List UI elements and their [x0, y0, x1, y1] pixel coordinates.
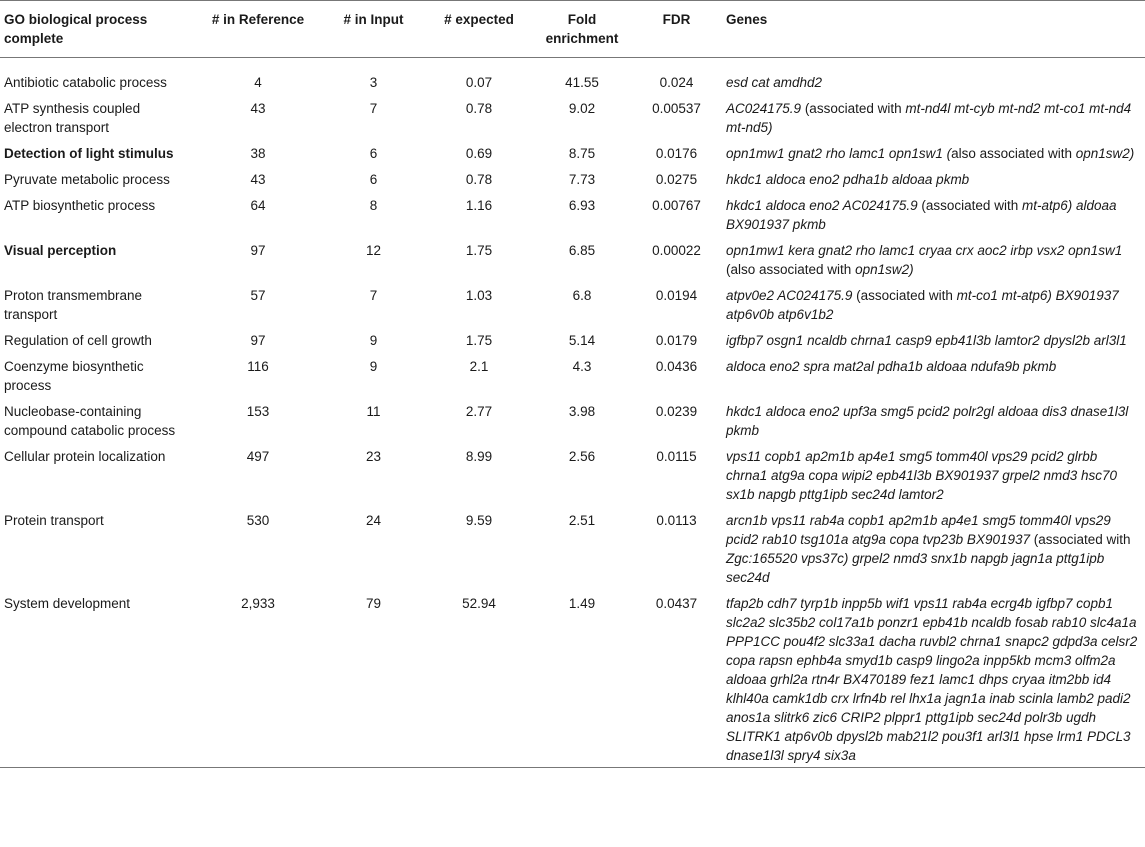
gene-list-segment: igfbp7 osgn1 ncaldb chrna1 casp9 epb41l3b lamtor2 dpysl2b arl3l1 — [726, 333, 1127, 348]
cell-expected: 2.1 — [469, 359, 489, 374]
cell-process: Regulation of cell growth — [4, 333, 152, 348]
gene-list-segment: arcn1b vps11 rab4a copb1 ap2m1b ap4e1 smg5 tomm40l vps29 pcid2 rab10 tsg101a atg9a copa tvp23b BX901937 — [726, 513, 1111, 547]
cell-fdr: 0.00767 — [652, 198, 701, 213]
table-row — [0, 165, 1145, 191]
cell-input: 8 — [369, 198, 378, 213]
cell-genes — [723, 58, 1145, 95]
table-row — [0, 326, 1145, 352]
cell-expected: 1.75 — [465, 333, 493, 348]
cell-fdr: 0.0194 — [655, 288, 698, 303]
cell-fold-enrichment: 6.8 — [572, 288, 592, 303]
cell-fold-enrichment: 8.75 — [568, 146, 596, 161]
cell-reference: 153 — [246, 404, 270, 419]
cell-process: Pyruvate metabolic process — [4, 172, 170, 187]
cell-reference: 43 — [250, 172, 266, 187]
gene-list-segment: mt-atp6) aldoaa BX901937 pkmb — [726, 198, 1117, 232]
cell-input: 9 — [369, 359, 378, 374]
cell-genes — [723, 165, 1145, 191]
gene-note-segment: (also associated with — [726, 262, 856, 277]
cell-process: Visual perception — [4, 243, 117, 258]
cell-reference: 497 — [246, 449, 270, 464]
table-row — [0, 58, 1145, 95]
cell-genes — [723, 326, 1145, 352]
table-row — [0, 397, 1145, 442]
cell-expected: 8.99 — [465, 449, 493, 464]
cell-fdr: 0.0239 — [655, 404, 698, 419]
cell-expected: 52.94 — [424, 589, 534, 768]
table-row — [0, 442, 1145, 506]
cell-process: Cellular protein localization — [4, 449, 166, 464]
cell-input: 7 — [369, 288, 378, 303]
cell-fdr: 0.0115 — [656, 449, 697, 464]
cell-genes — [723, 352, 1145, 397]
cell-genes — [723, 139, 1145, 165]
gene-list-segment: hkdc1 aldoca eno2 pdha1b aldoaa pkmb — [726, 172, 970, 187]
cell-reference: 64 — [250, 198, 266, 213]
table-header — [0, 1, 1145, 58]
cell-reference: 530 — [246, 513, 270, 528]
table-row — [0, 506, 1145, 589]
gene-note-segment: (associated with — [801, 101, 906, 116]
cell-process: Protein transport — [4, 513, 104, 528]
cell-process: System development — [0, 589, 193, 768]
header-fdr: FDR — [630, 1, 723, 58]
cell-input: 6 — [369, 172, 378, 187]
cell-reference: 57 — [250, 288, 266, 303]
cell-process: Detection of light stimulus — [4, 146, 174, 161]
gene-list-segment: opn1sw2) — [1075, 146, 1135, 161]
cell-reference: 97 — [250, 243, 266, 258]
gene-list-segment: opn1mw1 gnat2 rho lamc1 opn1sw1 ( — [726, 146, 952, 161]
cell-process: ATP biosynthetic process — [4, 198, 156, 213]
cell-input: 9 — [369, 333, 378, 348]
gene-note-segment: (associated with — [1030, 532, 1131, 547]
cell-input: 79 — [323, 589, 424, 768]
cell-fold-enrichment: 7.73 — [568, 172, 596, 187]
cell-fdr: 0.0179 — [655, 333, 698, 348]
cell-fdr: 0.00537 — [652, 101, 701, 116]
cell-fold-enrichment: 3.98 — [568, 404, 596, 419]
cell-fold-enrichment: 2.56 — [568, 449, 596, 464]
cell-fold-enrichment: 1.49 — [534, 589, 630, 768]
cell-reference: 43 — [250, 101, 266, 116]
cell-expected: 0.07 — [465, 75, 493, 90]
gene-note-segment: also associated with — [951, 146, 1076, 161]
gene-list-segment: opn1mw1 kera gnat2 rho lamc1 cryaa crx aoc2 irbp vsx2 opn1sw1 — [726, 243, 1123, 258]
cell-input: 7 — [369, 101, 378, 116]
cell-expected: 0.69 — [465, 146, 493, 161]
table-row — [0, 191, 1145, 236]
cell-process: Proton transmembrane transport — [4, 288, 143, 322]
cell-fold-enrichment: 9.02 — [568, 101, 596, 116]
cell-fold-enrichment: 6.85 — [568, 243, 596, 258]
cell-genes — [723, 442, 1145, 506]
table-row — [0, 94, 1145, 139]
table-row — [0, 139, 1145, 165]
cell-process: Antibiotic catabolic process — [4, 75, 167, 90]
cell-reference: 116 — [247, 359, 269, 374]
cell-expected: 1.75 — [465, 243, 493, 258]
cell-genes — [723, 397, 1145, 442]
table-row — [0, 589, 1145, 768]
header-genes: Genes — [723, 1, 1145, 58]
cell-reference: 97 — [250, 333, 266, 348]
cell-fdr: 0.0436 — [655, 359, 698, 374]
cell-expected: 1.16 — [465, 198, 493, 213]
cell-fdr: 0.0437 — [630, 589, 723, 768]
cell-input: 3 — [369, 75, 378, 90]
gene-list-segment: opn1sw2) — [855, 262, 914, 277]
cell-fdr: 0.024 — [659, 75, 694, 90]
table-row — [0, 281, 1145, 326]
cell-input: 12 — [365, 243, 382, 258]
cell-process: Coenzyme biosynthetic process — [4, 359, 144, 393]
cell-expected: 0.78 — [465, 172, 493, 187]
table-body — [0, 58, 1145, 768]
cell-expected: 0.78 — [465, 101, 493, 116]
gene-list-segment: tfap2b cdh7 tyrp1b inpp5b wif1 vps11 rab4a ecrg4b igfbp7 copb1 slc2a2 slc35b2 col17a1b ponzr1 epb41b ncaldb fosab rab10 slc4a1a PPP1CC pou4f2 slc33a1 dacha ruvbl2 chrna1 snapc2 gdpd3a celsr2 copa rapsn ephb4a smyd1b casp9 lingo2a inpp5kb mcm3 olfm2a aldoaa grhl2a rtn4r BX470189 fez1 lamc1 dhps cryaa itm2bb id4 klhl40a camk1db crx lrfn4b rel lhx1a jagn1a inab scinla lamb2 padi2 anos1a slitrk6 zic6 CRIP2 plppr1 pttg1ipb sec24d polr3b ugdh SLITRK1 atp6v0b dpysl2b mab21l2 pou3f1 arl3l1 hpse lrm1 PDCL3 dnase1l3l spry4 six3a — [726, 596, 1138, 763]
header-expected: # expected — [424, 1, 534, 58]
header-reference: # in Reference — [193, 1, 323, 58]
gene-list-segment: hkdc1 aldoca eno2 upf3a smg5 pcid2 polr2gl aldoaa dis3 dnase1l3l pkmb — [726, 404, 1129, 438]
cell-expected: 2.77 — [465, 404, 493, 419]
cell-genes — [723, 281, 1145, 326]
cell-genes — [723, 589, 1145, 768]
header-process: GO biological process complete — [0, 1, 193, 58]
header-fold-enrichment: Fold enrichment — [534, 1, 630, 58]
cell-reference: 4 — [254, 75, 262, 90]
cell-fdr: 0.0113 — [656, 513, 697, 528]
cell-process: ATP synthesis coupled electron transport — [4, 101, 141, 135]
cell-process: Nucleobase-containing compound catabolic process — [4, 404, 176, 438]
cell-input: 23 — [365, 449, 382, 464]
gene-list-segment: hkdc1 aldoca eno2 AC024175.9 — [726, 198, 918, 213]
cell-input: 11 — [366, 404, 381, 419]
cell-fold-enrichment: 41.55 — [565, 75, 599, 90]
cell-reference: 38 — [250, 146, 266, 161]
gene-list-segment: vps11 copb1 ap2m1b ap4e1 smg5 tomm40l vps29 pcid2 glrbb chrna1 atg9a copa wipi2 epb41l3b BX901937 grpel2 nmd3 hsc70 sx1b napgb pttg1ipb sec24d lamtor2 — [726, 449, 1118, 502]
table-row — [0, 236, 1145, 281]
gene-list-segment: mt-co1 mt-atp6) BX901937 atp6v0b atp6v1b2 — [726, 288, 1119, 322]
cell-reference: 2,933 — [193, 589, 323, 768]
gene-list-segment: AC024175.9 — [726, 101, 802, 116]
cell-genes — [723, 506, 1145, 589]
cell-input: 24 — [365, 513, 382, 528]
cell-fold-enrichment: 2.51 — [568, 513, 596, 528]
cell-genes — [723, 94, 1145, 139]
cell-genes — [723, 191, 1145, 236]
cell-fold-enrichment: 6.93 — [568, 198, 596, 213]
cell-fdr: 0.0275 — [655, 172, 698, 187]
gene-list-segment: mt-nd4l mt-cyb mt-nd2 mt-co1 mt-nd4 mt-nd5) — [726, 101, 1132, 135]
gene-list-segment: esd cat amdhd2 — [726, 75, 823, 90]
cell-fdr: 0.00022 — [652, 243, 701, 258]
cell-fdr: 0.0176 — [655, 146, 698, 161]
cell-expected: 9.59 — [465, 513, 493, 528]
cell-fold-enrichment: 5.14 — [568, 333, 596, 348]
table-row — [0, 352, 1145, 397]
gene-list-segment: Zgc:165520 vps37c) grpel2 nmd3 snx1b napgb jagn1a pttg1ipb sec24d — [726, 551, 1105, 585]
header-input: # in Input — [323, 1, 424, 58]
gene-list-segment: aldoca eno2 spra mat2al pdha1b aldoaa ndufa9b pkmb — [726, 359, 1057, 374]
gene-list-segment: atpv0e2 AC024175.9 — [726, 288, 853, 303]
cell-fold-enrichment: 4.3 — [572, 359, 592, 374]
cell-input: 6 — [369, 146, 378, 161]
gene-note-segment: (associated with — [917, 198, 1022, 213]
cell-genes — [723, 236, 1145, 281]
gene-note-segment: (associated with — [852, 288, 957, 303]
cell-expected: 1.03 — [465, 288, 493, 303]
